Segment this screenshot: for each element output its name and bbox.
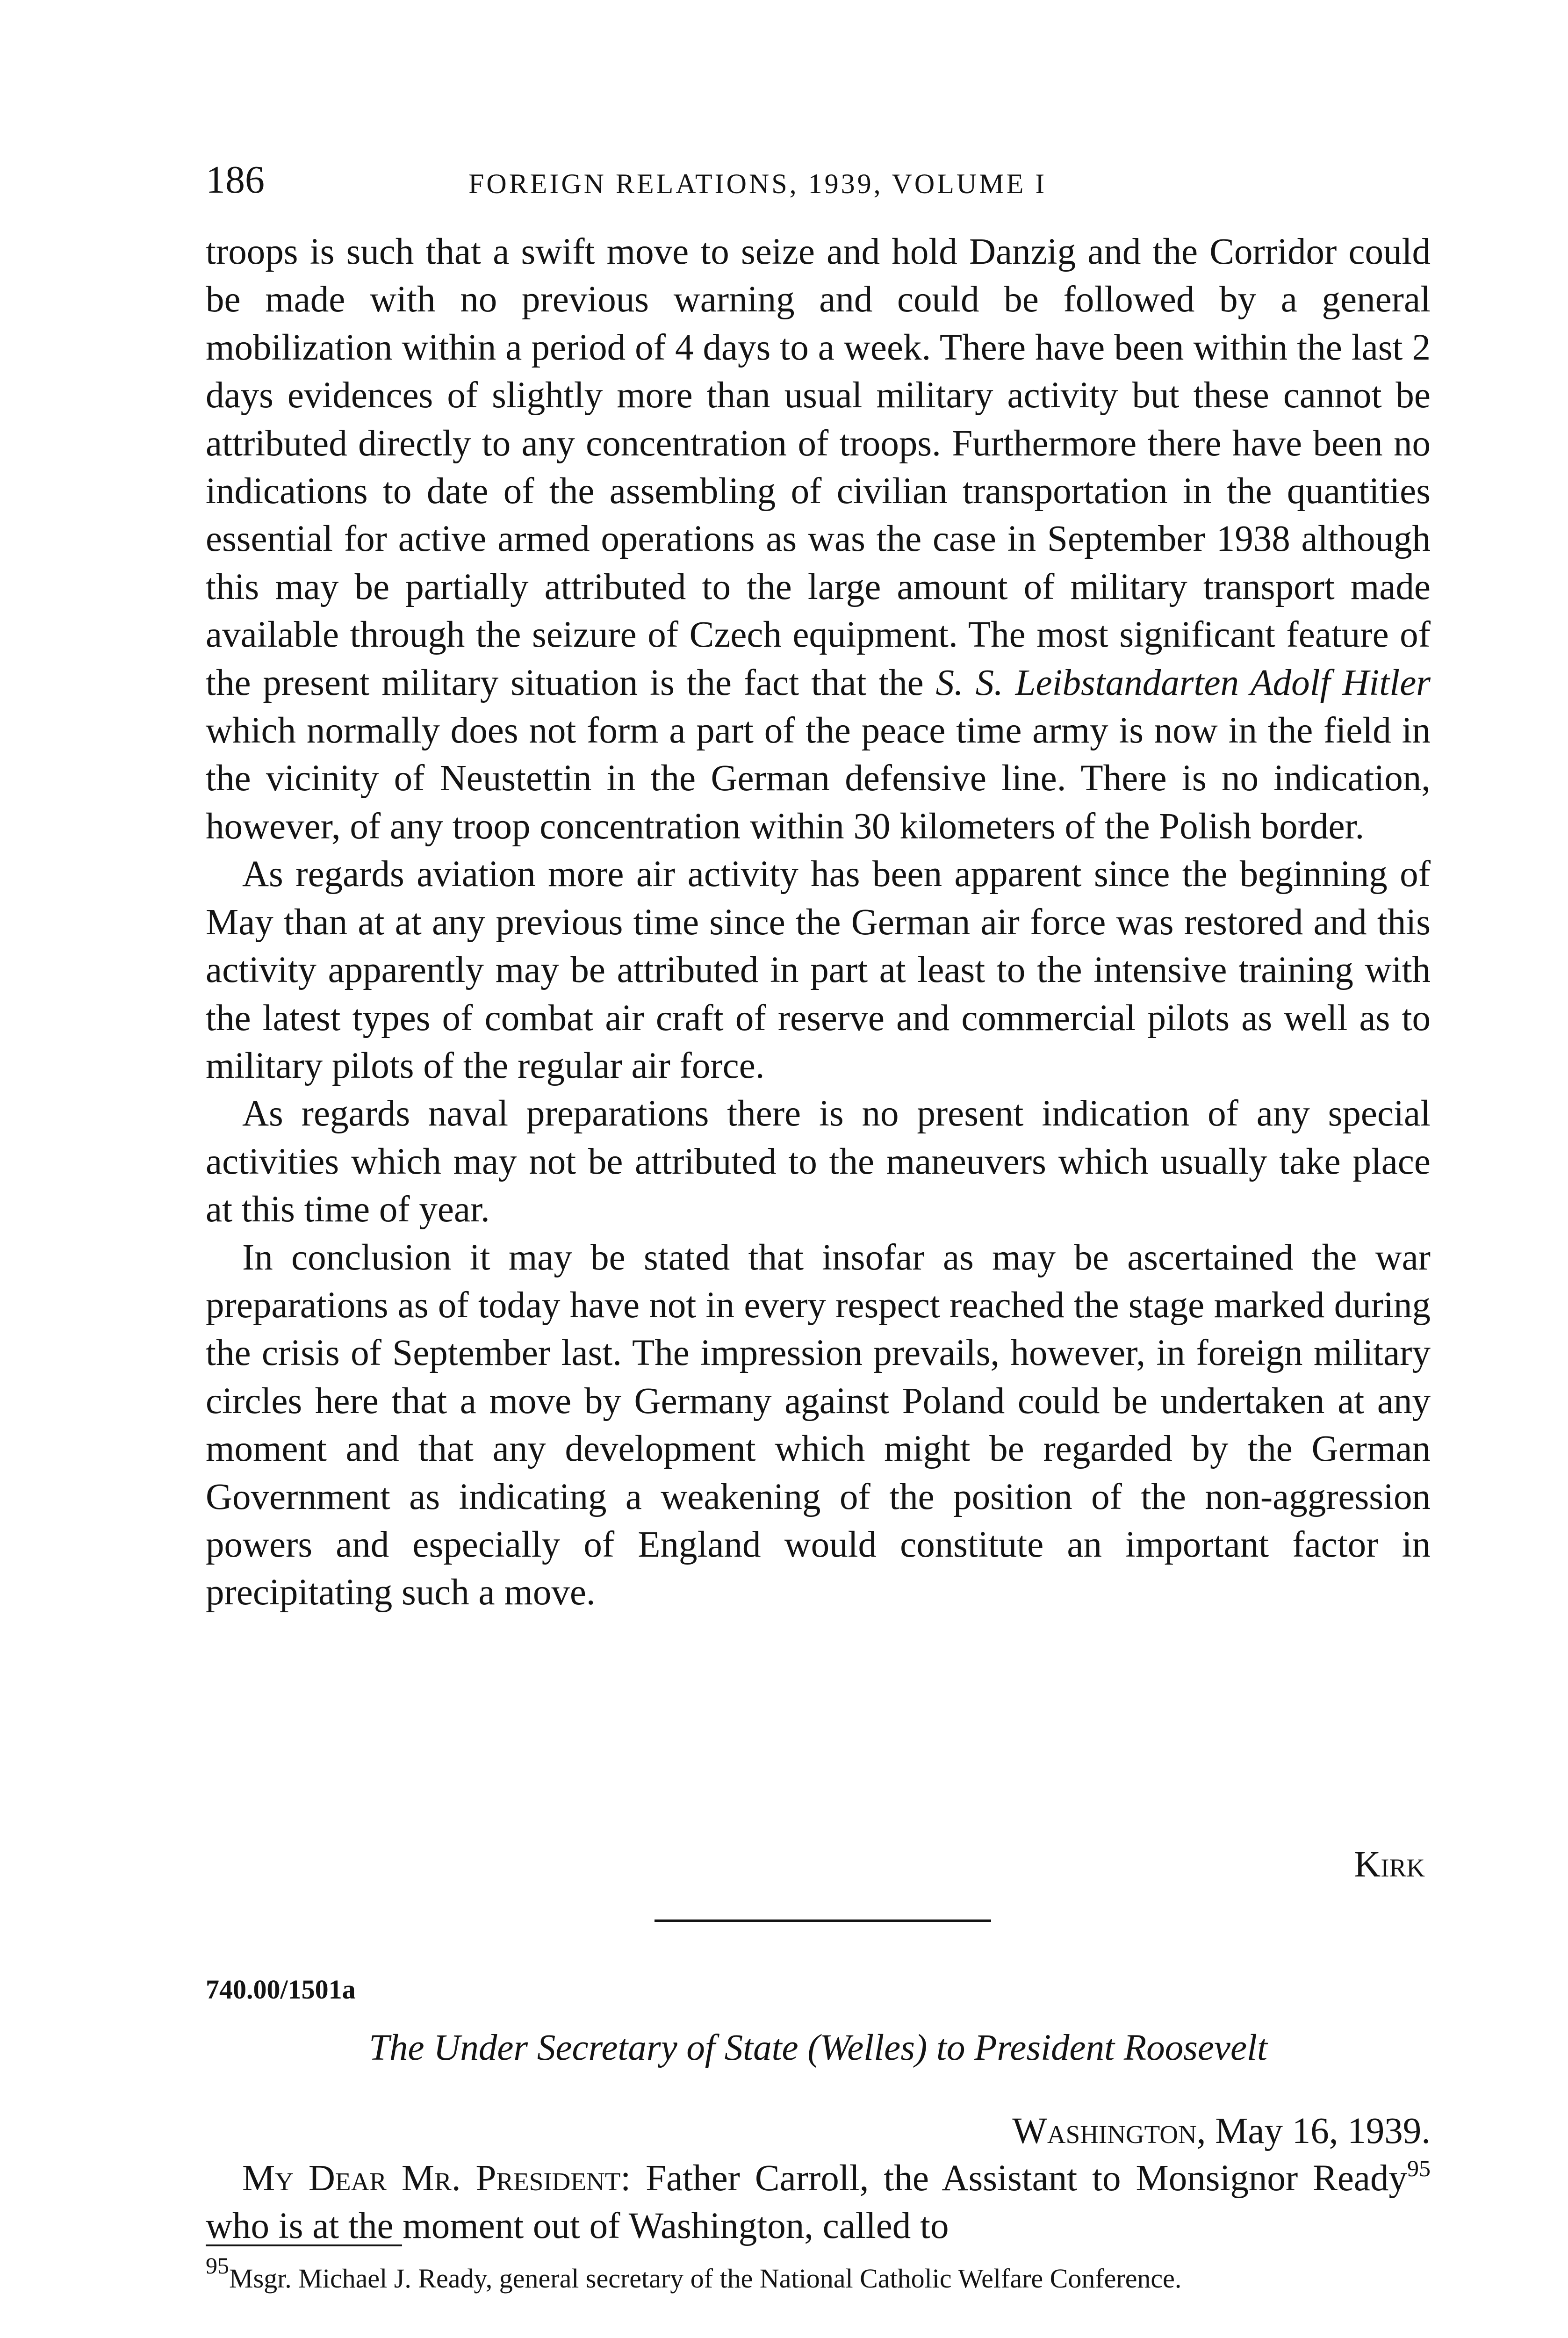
footnote [206, 2252, 1431, 2296]
page-number: 186 [206, 158, 265, 202]
running-title: FOREIGN RELATIONS, 1939, VOLUME I [468, 168, 1047, 199]
document-separator-rule [655, 1919, 991, 1922]
footnote-marker: 95 [206, 2252, 229, 2279]
dateline: Washington, May 16, 1939. [1012, 2111, 1431, 2151]
footnote-reference: 95 [1407, 2155, 1431, 2181]
salutation: My Dear Mr. President [242, 2158, 621, 2199]
report-body [206, 228, 1431, 1617]
paragraph-aviation: As regards aviation more air activity has been apparent since the beginning of May than at at any previous time since the German air force was restored and this activity apparently may be attributed in part at least to the intensive training with the latest types of combat air craft of reserve and commercial pilots as well as to military pilots of the regular air force. [206, 854, 1431, 1086]
file-number: 740.00/1501a [206, 1974, 356, 2005]
footnote-separator-rule [206, 2244, 402, 2246]
running-head [206, 154, 1431, 206]
unit-name: S. S. Leibstandarten Adolf Hitler [935, 662, 1431, 703]
letter-opening: My Dear Mr. President: Father Carroll, the Assistant to Monsignor Ready$^{95}$ who is at the moment out of Washington, called to [206, 2155, 1431, 2247]
footnote-text: Msgr. Michael J. Ready, general secretary of the National Catholic Welfare Conference. [229, 2263, 1182, 2294]
document-title: The Under Secretary of State (Welles) to President Roosevelt [369, 2028, 1267, 2068]
paragraph-troops: troops is such that a swift move to seize and hold Danzig and the Corridor could be made with no previous warning and could be followed by a general mobilization within a period of 4 days to a week. There have been within the last 2 days evidences of slightly more than usual military activity but these cannot be attributed directly to any concentration of troops. Furthermore there have been no indications to date of the assembling of civilian transportation in the quantities essential for active armed operations as was the case in September 1938 although this may be partially attributed to the large amount of military transport made available through the seizure of Czech equipment. The most significant feature of the present military situation is the fact that the S. S. Leibstandarten Adolf Hitler which normally does not form a part of the peace time army is now in the field in the vicinity of Neustettin in the German defensive line. There is no indication, however, of any troop concentration within 30 kilometers of the Polish border. [206, 231, 1431, 847]
signature-kirk: Kirk [1354, 1844, 1425, 1885]
paragraph-naval: As regards naval preparations there is no present indication of any special activities which may not be attributed to the maneuvers which usually take place at this time of year. [206, 1093, 1431, 1230]
paragraph-conclusion: In conclusion it may be stated that insofar as may be ascertained the war preparations as of today have not in every respect reached the stage marked during the crisis of September last. The impression prevails, however, in foreign military circles here that a move by Germany against Poland could be undertaken at any moment and that any development which might be regarded by the German Government as indicating a weakening of the position of the non-aggression powers and especially of England would constitute an important factor in precipitating such a move. [206, 1237, 1431, 1613]
